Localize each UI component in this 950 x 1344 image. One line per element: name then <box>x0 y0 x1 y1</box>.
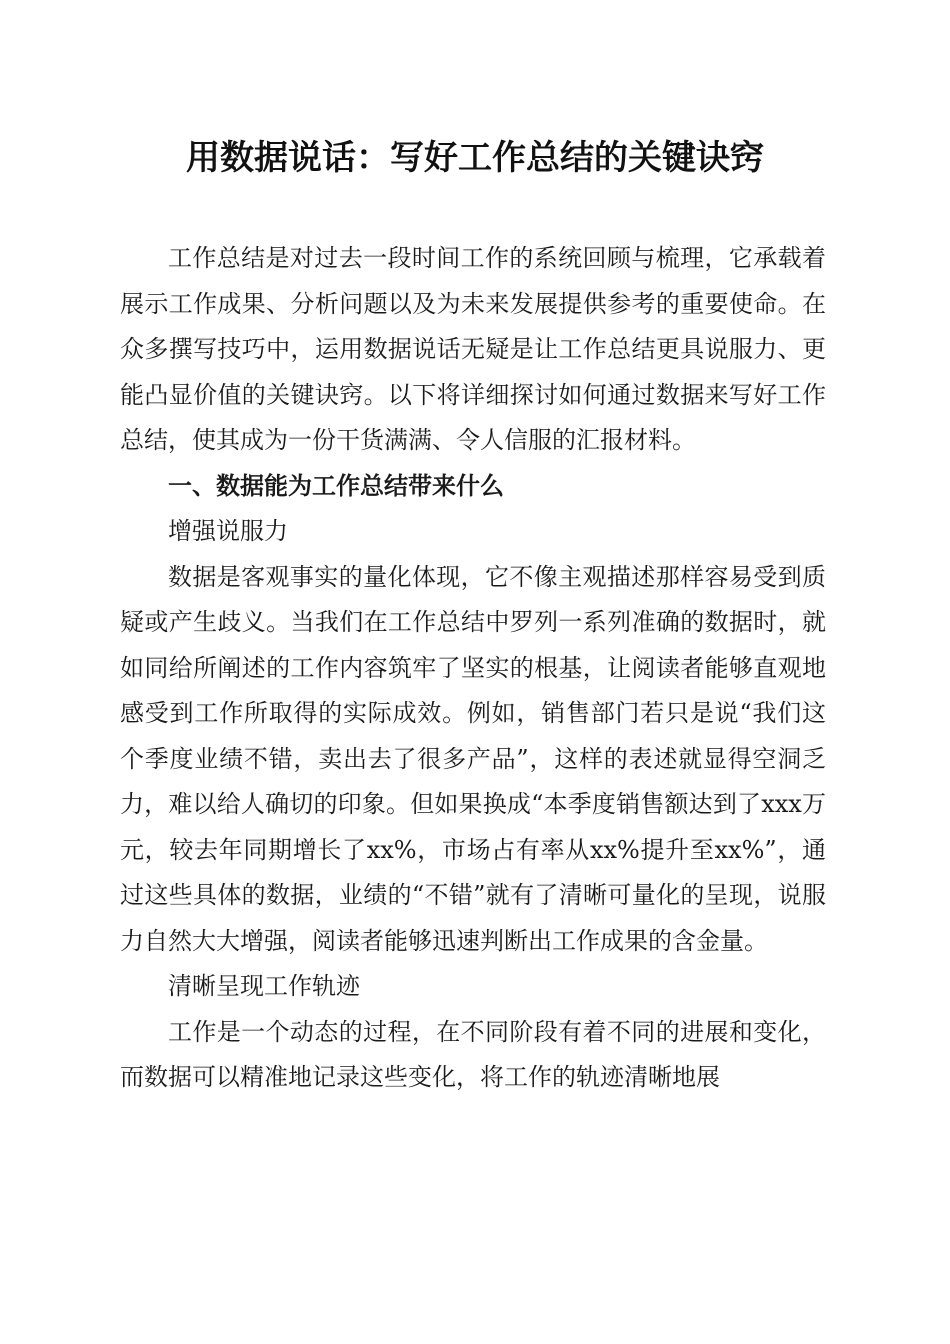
subsection-heading-persuasion: 增强说服力 <box>168 517 288 545</box>
document-title: 用数据说话：写好工作总结的关键诀窍 <box>186 138 764 178</box>
persuasion-paragraph: 数据是客观事实的量化体现，它不像主观描述那样容易受到质疑或产生歧义。当我们在工作总结中罗列一系列准确的数据时，就如同给所阐述的工作内容筑牢了坚实的根基，让阅读者能够直观地感受到工作所取得的实际成效。例如，销售部门若只是说“我们这个季度业绩不错，卖出去了很多产品”，这样的表述就显得空洞乏力，难以给人确切的印象。但如果换成“本季度销售额达到了xxx万元，较去年同期增长了xx%，市场占有率从xx%提升至xx%”，通过这些具体的数据，业绩的“不错”就有了清晰可量化的呈现，说服力自然大大增强，阅读者能够迅速判断出工作成果的含金量。 <box>120 562 826 955</box>
subsection-heading-trajectory: 清晰呈现工作轨迹 <box>168 972 360 1000</box>
intro-paragraph: 工作总结是对过去一段时间工作的系统回顾与梳理，它承载着展示工作成果、分析问题以及为未来发展提供参考的重要使命。在众多撰写技巧中，运用数据说话无疑是让工作总结更具说服力、更能凸显价值的关键诀窍。以下将详细探讨如何通过数据来写好工作总结，使其成为一份干货满满、令人信服的汇报材料。 <box>120 244 826 454</box>
trajectory-paragraph: 工作是一个动态的过程，在不同阶段有着不同的进展和变化，而数据可以精准地记录这些变化，将工作的轨迹清晰地展 <box>120 1017 826 1091</box>
document-body <box>120 236 826 1101</box>
section-heading: 一、数据能为工作总结带来什么 <box>168 471 504 500</box>
